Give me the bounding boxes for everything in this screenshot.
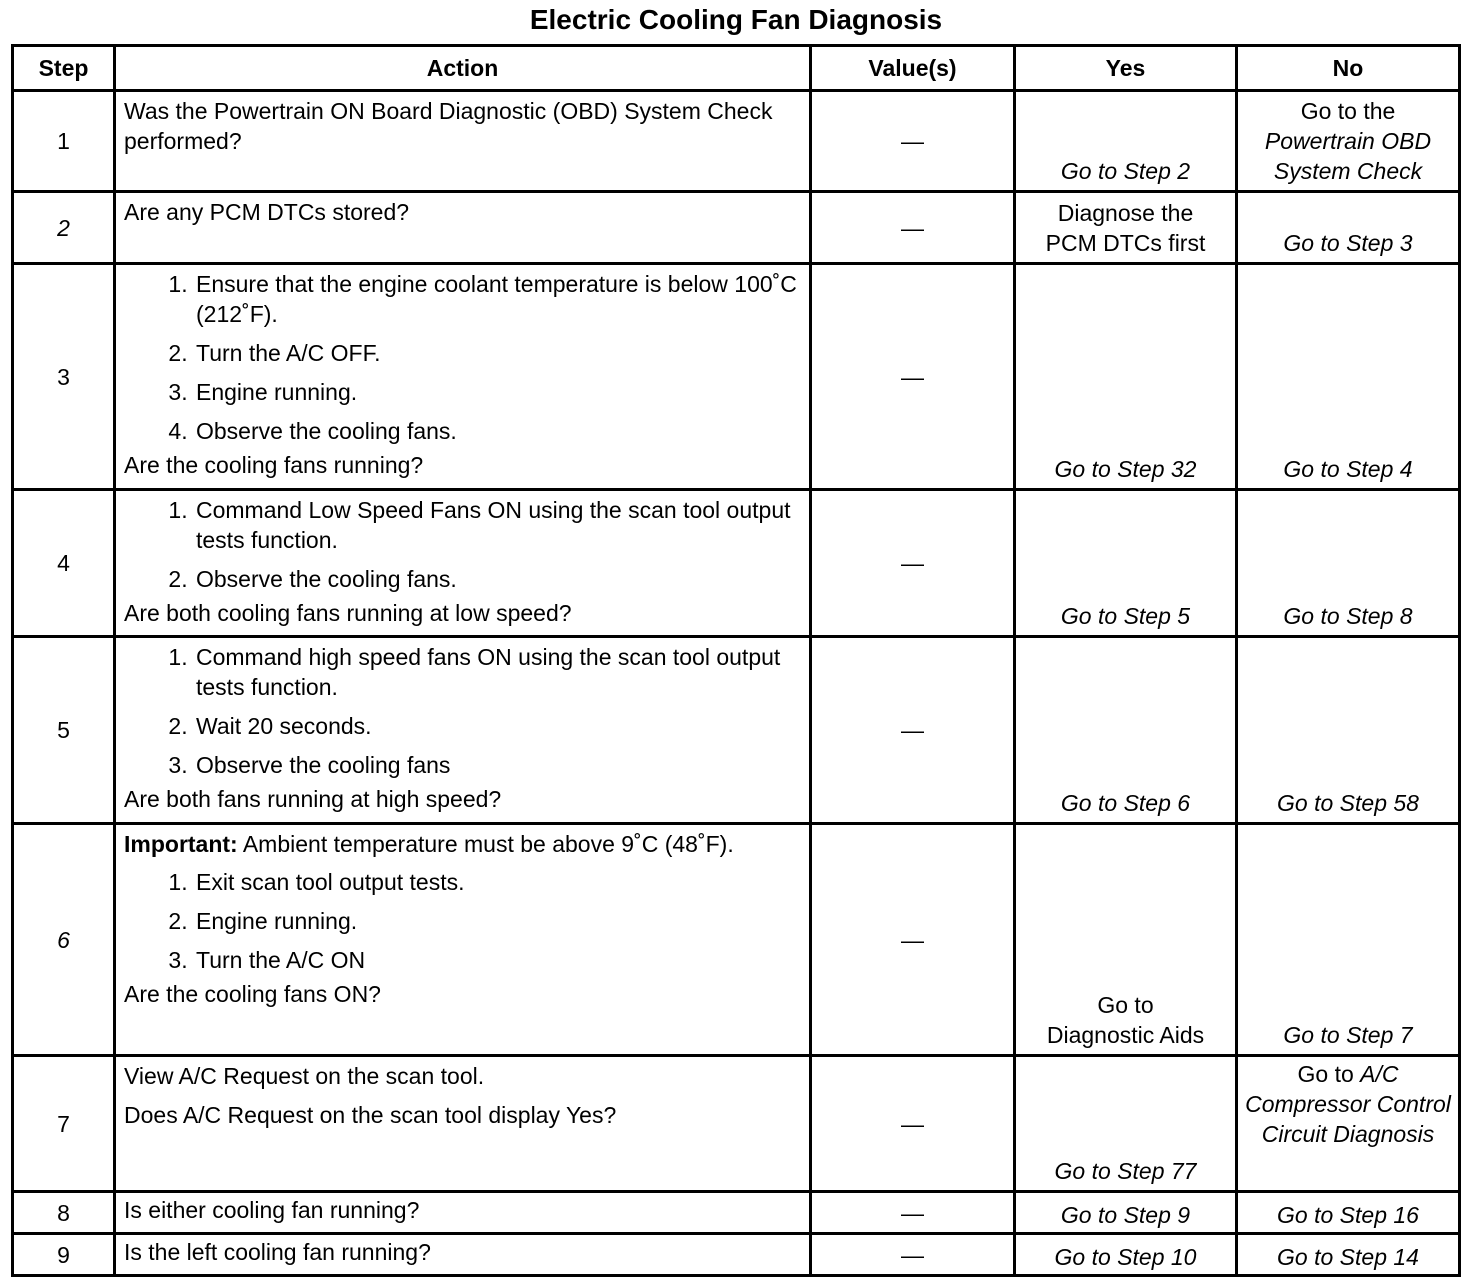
action-question: Is either cooling fan running? <box>124 1197 420 1223</box>
yes-cell: Go to Step 2 <box>1015 91 1237 192</box>
step-number: 8 <box>13 1192 115 1234</box>
header-step: Step <box>13 46 115 91</box>
diagnosis-table <box>11 44 1461 1277</box>
action-line: View A/C Request on the scan tool. <box>124 1063 485 1089</box>
table-row <box>13 1192 1460 1234</box>
action-step: 3. Engine running. <box>194 377 801 407</box>
action-cell <box>115 192 811 264</box>
no-line: Go to <box>1297 1061 1354 1087</box>
step-number: 5 <box>13 637 115 824</box>
value-cell: — <box>811 192 1015 264</box>
value-cell: — <box>811 490 1015 637</box>
action-question: Does A/C Request on the scan tool display Yes? <box>124 1102 617 1128</box>
action-step: 3. Turn the A/C ON <box>194 945 801 975</box>
value-cell: — <box>811 824 1015 1056</box>
yes-cell: Go to Step 32 <box>1015 264 1237 490</box>
action-question: Is the left cooling fan running? <box>124 1239 431 1265</box>
yes-line: Diagnostic Aids <box>1046 1022 1205 1048</box>
yes-line: Go to <box>1097 992 1154 1018</box>
value-cell: — <box>811 1056 1015 1192</box>
action-step: 1. Ensure that the engine coolant temperature is below 100˚C (212˚F). <box>194 269 801 329</box>
table-row <box>13 91 1460 192</box>
table-row <box>13 824 1460 1056</box>
action-question: Was the Powertrain ON Board Diagnostic (OBD) System Check performed? <box>124 98 773 154</box>
yes-line: Diagnose the <box>1057 200 1194 226</box>
action-steps <box>124 495 801 594</box>
header-row <box>13 46 1460 91</box>
table-row <box>13 1234 1460 1276</box>
action-step: 4. Observe the cooling fans. <box>194 416 801 446</box>
yes-cell <box>1015 824 1237 1056</box>
yes-cell: Go to Step 5 <box>1015 490 1237 637</box>
action-steps <box>124 642 801 780</box>
yes-cell: Go to Step 10 <box>1015 1234 1237 1276</box>
no-line: Compressor Control Circuit Diagnosis <box>1245 1091 1451 1147</box>
action-question: Are both fans running at high speed? <box>124 786 502 812</box>
header-no: No <box>1237 46 1460 91</box>
no-cell: Go to Step 58 <box>1237 637 1460 824</box>
action-cell <box>115 490 811 637</box>
action-step: 2. Wait 20 seconds. <box>194 711 801 741</box>
action-cell <box>115 1192 811 1234</box>
action-step: 1. Exit scan tool output tests. <box>194 867 801 897</box>
header-action: Action <box>115 46 811 91</box>
action-question: Are the cooling fans ON? <box>124 981 381 1007</box>
important-text: Ambient temperature must be above 9˚C (48˚F). <box>242 831 734 857</box>
action-steps <box>124 867 801 975</box>
header-yes: Yes <box>1015 46 1237 91</box>
action-question: Are the cooling fans running? <box>124 452 424 478</box>
step-number: 6 <box>13 824 115 1056</box>
action-cell <box>115 1234 811 1276</box>
no-cell: Go to Step 16 <box>1237 1192 1460 1234</box>
action-cell <box>115 824 811 1056</box>
action-step: 1. Command high speed fans ON using the scan tool output tests function. <box>194 642 801 702</box>
action-step: 2. Observe the cooling fans. <box>194 564 801 594</box>
table-row <box>13 1056 1460 1192</box>
table-row <box>13 192 1460 264</box>
header-values: Value(s) <box>811 46 1015 91</box>
action-question: Are any PCM DTCs stored? <box>124 199 410 225</box>
no-cell: Go to Step 7 <box>1237 824 1460 1056</box>
step-number: 3 <box>13 264 115 490</box>
no-line: A/C <box>1360 1061 1399 1087</box>
action-cell <box>115 637 811 824</box>
step-number: 2 <box>13 192 115 264</box>
value-cell: — <box>811 264 1015 490</box>
no-cell: Go to Step 14 <box>1237 1234 1460 1276</box>
yes-cell: Go to Step 6 <box>1015 637 1237 824</box>
no-line: Powertrain OBD System Check <box>1264 128 1432 184</box>
action-cell <box>115 1056 811 1192</box>
action-cell <box>115 264 811 490</box>
table-row <box>13 637 1460 824</box>
no-cell: Go to Step 4 <box>1237 264 1460 490</box>
value-cell: — <box>811 637 1015 824</box>
table-row <box>13 490 1460 637</box>
value-cell: — <box>811 1192 1015 1234</box>
no-cell: Go to Step 3 <box>1237 192 1460 264</box>
yes-line: PCM DTCs first <box>1045 230 1206 256</box>
no-cell <box>1237 1056 1460 1192</box>
step-number: 9 <box>13 1234 115 1276</box>
value-cell: — <box>811 91 1015 192</box>
important-note <box>124 829 801 859</box>
action-step: 1. Command Low Speed Fans ON using the scan tool output tests function. <box>194 495 801 555</box>
step-number: 1 <box>13 91 115 192</box>
table-row <box>13 264 1460 490</box>
yes-cell: Go to Step 77 <box>1015 1056 1237 1192</box>
value-cell: — <box>811 1234 1015 1276</box>
no-cell <box>1237 91 1460 192</box>
yes-cell <box>1015 192 1237 264</box>
action-steps <box>124 269 801 446</box>
page-title: Electric Cooling Fan Diagnosis <box>529 4 943 35</box>
action-cell <box>115 91 811 192</box>
action-step: 2. Turn the A/C OFF. <box>194 338 801 368</box>
important-label: Important: <box>124 831 238 857</box>
yes-cell: Go to Step 9 <box>1015 1192 1237 1234</box>
no-line: Go to the <box>1300 98 1396 124</box>
action-step: 3. Observe the cooling fans <box>194 750 801 780</box>
step-number: 7 <box>13 1056 115 1192</box>
no-cell: Go to Step 8 <box>1237 490 1460 637</box>
action-question: Are both cooling fans running at low speed? <box>124 600 572 626</box>
action-step: 2. Engine running. <box>194 906 801 936</box>
step-number: 4 <box>13 490 115 637</box>
